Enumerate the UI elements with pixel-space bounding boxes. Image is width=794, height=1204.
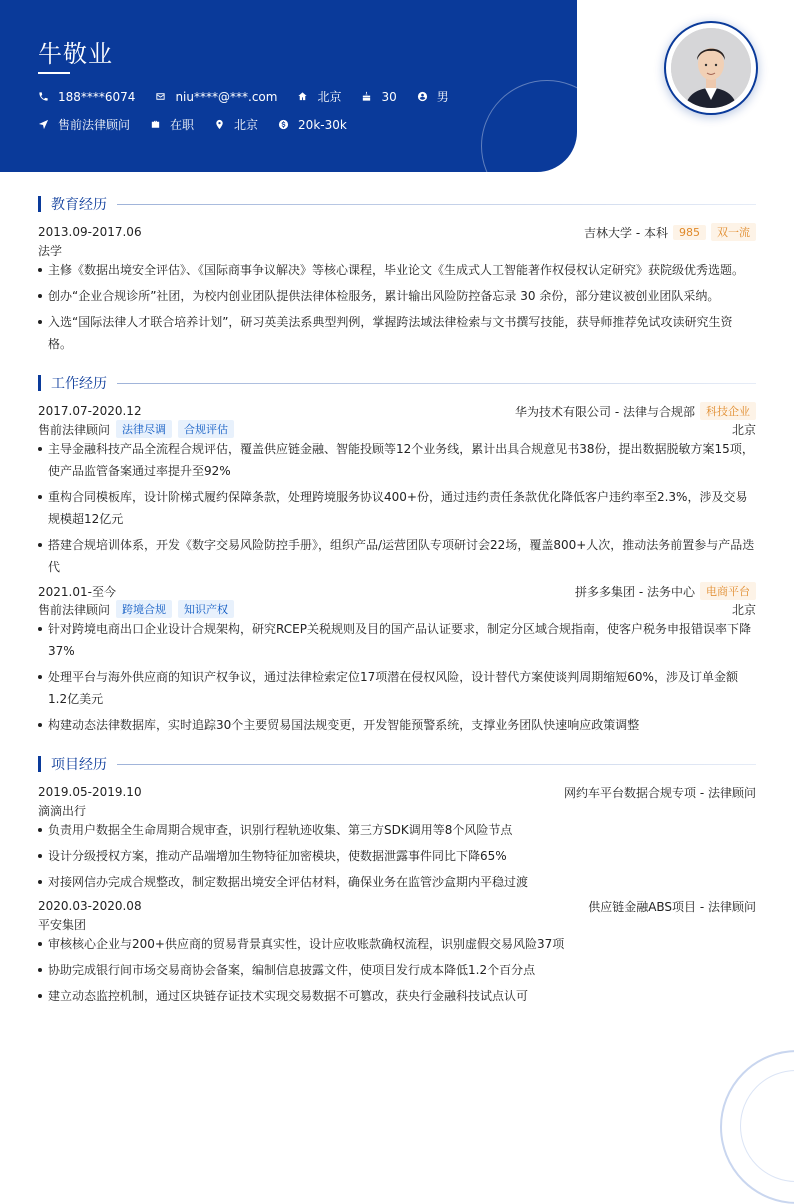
list-item: 创办“企业合规诊所”社团，为校内创业团队提供法律体检服务，累计输出风险防控备忘录 30 余份，部分建议被创业团队采纳。	[38, 285, 756, 307]
section-education-title	[38, 195, 756, 213]
list-item: 入选“国际法律人才联合培养计划”，研习英美法系典型判例，掌握跨法域法律检索与文书撰写技能，获导师推荐免试攻读研究生资格。	[38, 311, 756, 355]
position-text: 售前法律顾问	[58, 118, 131, 132]
work-header-row	[38, 402, 756, 420]
education-major-row	[38, 241, 756, 259]
home-icon	[297, 91, 308, 102]
education-tag: 985	[673, 225, 706, 240]
work-date: 2017.07-2020.12	[38, 404, 142, 418]
list-item: 设计分级授权方案，推动产品端增加生物特征加密模块，使数据泄露事件同比下降65%	[38, 845, 756, 867]
list-item: 负责用户数据全生命周期合规审查，识别行程轨迹收集、第三方SDK调用等8个风险节点	[38, 819, 756, 841]
work-position-row	[38, 420, 756, 438]
work-bullets	[38, 618, 756, 740]
list-item: 审核核心企业与200+供应商的贸易背景真实性，设计应收账款确权流程，识别虚假交易风险37项	[38, 933, 756, 955]
name-underline	[38, 72, 70, 74]
user-circle-icon	[417, 91, 428, 102]
project-header-row	[38, 897, 756, 915]
salary-item	[278, 118, 347, 132]
salary-text: 20k-30k	[298, 117, 347, 132]
project-client-row	[38, 915, 756, 933]
work-position-row	[38, 600, 756, 618]
phone-item	[38, 90, 135, 104]
work-position: 售前法律顾问	[38, 602, 111, 617]
status-item	[150, 116, 194, 133]
list-item: 对接网信办完成合规整改，制定数据出境安全评估材料，确保业务在监管沙盒期内平稳过渡	[38, 871, 756, 893]
project-client: 滴滴出行	[38, 803, 87, 818]
age-text: 30	[381, 89, 397, 104]
decorative-circle	[481, 80, 577, 172]
gender-text: 男	[436, 90, 449, 104]
work-position: 售前法律顾问	[38, 422, 111, 437]
hometown-item	[297, 88, 341, 105]
skill-tag: 合规评估	[178, 420, 234, 438]
work-bullets	[38, 438, 756, 582]
gender-item	[417, 88, 449, 105]
section-title-text: 项目经历	[51, 757, 107, 773]
location-pin-icon	[214, 119, 225, 130]
money-icon	[278, 119, 289, 130]
education-bullets	[38, 259, 756, 359]
project-name: 供应链金融ABS项目 - 法律顾问	[588, 899, 756, 914]
list-item: 协助完成银行间市场交易商协会备案，编制信息披露文件，使项目发行成本降低1.2个百分点	[38, 959, 756, 981]
list-item: 重构合同模板库，设计阶梯式履约保障条款，处理跨境服务协议400+份，通过违约责任条款优化降低客户违约率至2.3%，涉及交易规模超12亿元	[38, 486, 756, 530]
work-header-row	[38, 582, 756, 600]
project-bullets	[38, 819, 756, 897]
avatar-frame	[664, 21, 758, 115]
project-date: 2020.03-2020.08	[38, 899, 142, 913]
list-item: 主导金融科技产品全流程合规评估，覆盖供应链金融、智能投顾等12个业务线，累计出具合规意见书38份，提出数据脱敏方案15项，使产品监管备案通过率提升至92%	[38, 438, 756, 482]
phone-text: 188****6074	[58, 89, 136, 104]
position-item	[38, 116, 130, 133]
education-date: 2013.09-2017.06	[38, 225, 142, 239]
project-client-row	[38, 801, 756, 819]
section-title-text: 教育经历	[51, 197, 107, 213]
work-city: 北京	[731, 422, 756, 437]
company-tag: 电商平台	[700, 582, 756, 600]
section-divider	[117, 383, 756, 384]
skill-tag: 跨境合规	[116, 600, 172, 618]
status-text: 在职	[170, 118, 195, 132]
project-name: 网约车平台数据合规专项 - 法律顾问	[564, 785, 756, 800]
contact-row	[38, 88, 469, 105]
section-marker	[38, 375, 41, 391]
project-header-row	[38, 783, 756, 801]
section-divider	[117, 204, 756, 205]
section-title-text: 工作经历	[51, 376, 107, 392]
list-item: 搭建合规培训体系，开发《数字交易风险防控手册》，组织产品/运营团队专项研讨会22场，覆盖800+人次，推动法务前置参与产品迭代	[38, 534, 756, 578]
city-item	[214, 116, 258, 133]
list-item: 构建动态法律数据库，实时追踪30个主要贸易国法规变更，开发智能预警系统，支撑业务团队快速响应政策调整	[38, 714, 756, 736]
section-marker	[38, 756, 41, 772]
work-date: 2021.01-至今	[38, 584, 116, 599]
email-text: niu****@***.com	[175, 89, 278, 104]
phone-icon	[38, 91, 49, 102]
age-item	[361, 90, 396, 104]
education-header-row	[38, 223, 756, 241]
section-project-title	[38, 755, 756, 773]
education-school: 吉林大学 - 本科	[584, 225, 668, 240]
cake-icon	[361, 91, 372, 102]
section-divider	[117, 764, 756, 765]
hometown-text: 北京	[317, 90, 342, 104]
work-company: 拼多多集团 - 法务中心	[575, 584, 695, 599]
list-item: 建立动态监控机制，通过区块链存证技术实现交易数据不可篡改，获央行金融科技试点认可	[38, 985, 756, 1007]
work-company: 华为技术有限公司 - 法律与合规部	[515, 404, 695, 419]
city-text: 北京	[234, 118, 259, 132]
education-tag: 双一流	[711, 223, 756, 241]
candidate-name: 牛敬业	[38, 40, 113, 68]
section-work-title	[38, 374, 756, 392]
header-banner	[0, 0, 577, 172]
avatar	[671, 28, 751, 108]
project-bullets	[38, 933, 756, 1011]
work-city: 北京	[731, 602, 756, 617]
skill-tag: 知识产权	[178, 600, 234, 618]
project-date: 2019.05-2019.10	[38, 785, 142, 799]
section-marker	[38, 196, 41, 212]
mail-icon	[155, 91, 166, 102]
list-item: 处理平台与海外供应商的知识产权争议，通过法律检索定位17项潜在侵权风险，设计替代方案使谈判周期缩短60%，涉及订单金额1.2亿美元	[38, 666, 756, 710]
job-intent-row	[38, 116, 367, 133]
company-tag: 科技企业	[700, 402, 756, 420]
education-major: 法学	[38, 243, 63, 258]
briefcase-icon	[150, 119, 161, 130]
send-icon	[38, 119, 49, 130]
list-item: 主修《数据出境安全评估》、《国际商事争议解决》等核心课程，毕业论文《生成式人工智能著作权侵权认定研究》获院级优秀选题。	[38, 259, 756, 281]
email-item	[155, 90, 277, 104]
list-item: 针对跨境电商出口企业设计合规架构，研究RCEP关税规则及目的国产品认证要求，制定分区域合规指南，使客户税务申报错误率下降37%	[38, 618, 756, 662]
project-client: 平安集团	[38, 917, 87, 932]
skill-tag: 法律尽调	[116, 420, 172, 438]
